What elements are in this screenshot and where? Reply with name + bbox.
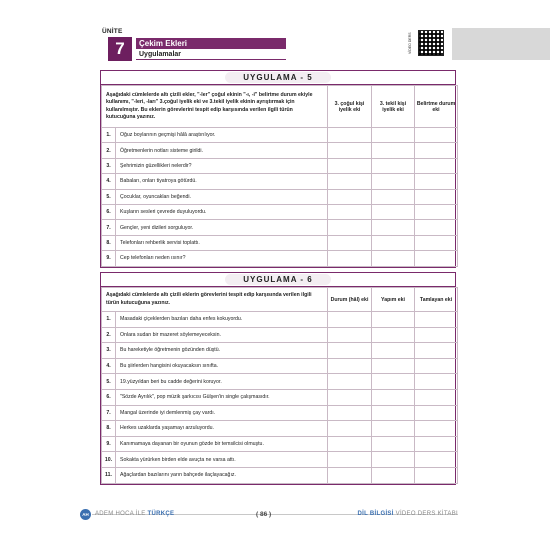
answer-cell[interactable] [372, 220, 415, 235]
column-header: 3. tekil kişi iyelik eki [372, 86, 415, 128]
sentence-text: Ağaçlardan bazılarını yarın bahçede ilaçlayacağız. [116, 467, 328, 483]
column-header: Belirtme durum eki [415, 86, 458, 128]
answer-cell[interactable] [328, 204, 372, 219]
section-title-text: UYGULAMA - 5 [225, 72, 330, 83]
answer-cell[interactable] [328, 421, 372, 437]
table-row [102, 251, 458, 266]
answer-cell[interactable] [328, 251, 372, 266]
answer-cell[interactable] [372, 389, 415, 405]
table-row [102, 327, 458, 343]
sentence-text: Cep telefonları neden ısınır? [116, 251, 328, 266]
answer-cell[interactable] [372, 235, 415, 250]
row-number: 1. [102, 128, 116, 143]
answer-cell[interactable] [415, 204, 458, 219]
table-row [102, 405, 458, 421]
row-number: 8. [102, 421, 116, 437]
sentence-text: 19.yüzyıldan beri bu cadde değerini koruyor. [116, 374, 328, 390]
page-number: ( 86 ) [256, 510, 272, 518]
sentence-text: Mangal üzerinde iyi demlenmiş çay vardı. [116, 405, 328, 421]
answer-cell[interactable] [415, 343, 458, 359]
answer-cell[interactable] [372, 421, 415, 437]
table-row [102, 235, 458, 250]
answer-cell[interactable] [328, 189, 372, 204]
answer-cell[interactable] [328, 143, 372, 158]
answer-cell[interactable] [415, 128, 458, 143]
row-number: 7. [102, 405, 116, 421]
table-row [102, 189, 458, 204]
answer-cell[interactable] [415, 467, 458, 483]
answer-cell[interactable] [372, 251, 415, 266]
answer-cell[interactable] [372, 436, 415, 452]
sentence-text: Bu hareketiyle öğretmenin gözünden düştü. [116, 343, 328, 359]
answer-cell[interactable] [415, 220, 458, 235]
chapter-title: Çekim Ekleri [136, 38, 286, 49]
answer-cell[interactable] [372, 374, 415, 390]
table-row [102, 421, 458, 437]
unit-label: ÜNİTE [102, 28, 123, 35]
answer-cell[interactable] [415, 452, 458, 468]
row-number: 6. [102, 204, 116, 219]
answer-cell[interactable] [372, 128, 415, 143]
sentence-text: Gençler, yeni dizileri sorguluyor. [116, 220, 328, 235]
sentence-text: Bu şiirlerden hangisini okuyacaksın sınıfta. [116, 358, 328, 374]
book-title: DİL BİLGİSİ VİDEO DERS KİTABI [357, 511, 458, 517]
row-number: 4. [102, 174, 116, 189]
column-header: Yapım eki [372, 288, 415, 312]
sentence-text: Oğuz boylarının geçmişi hâlâ araştırılıyor. [116, 128, 328, 143]
answer-cell[interactable] [328, 374, 372, 390]
sentence-text: Öğretmenlerin notları sisteme girildi. [116, 143, 328, 158]
table-row [102, 358, 458, 374]
answer-cell[interactable] [415, 436, 458, 452]
qr-label: VİDEO DERS [408, 32, 412, 54]
answer-cell[interactable] [328, 436, 372, 452]
answer-cell[interactable] [415, 235, 458, 250]
sentence-text: Herkes uzaklarda yaşamayı arzuluyordu. [116, 421, 328, 437]
answer-cell[interactable] [328, 452, 372, 468]
brand-name: ADEM HOCA İLE TÜRKÇE [95, 511, 175, 517]
section-title [101, 273, 455, 287]
row-number: 4. [102, 358, 116, 374]
answer-cell[interactable] [372, 358, 415, 374]
table-row [102, 143, 458, 158]
sentence-text: Kanımamaya dayanan bir oyunun gözde bir temsilcisi olmuştu. [116, 436, 328, 452]
sentence-text: Onlara sudan bir mazeret söylemeyeceksin. [116, 327, 328, 343]
answer-cell[interactable] [415, 251, 458, 266]
row-number: 5. [102, 374, 116, 390]
answer-cell[interactable] [372, 405, 415, 421]
answer-cell[interactable] [328, 158, 372, 173]
row-number: 5. [102, 189, 116, 204]
row-number: 2. [102, 143, 116, 158]
column-header: 3. çoğul kişi iyelik eki [328, 86, 372, 128]
row-number: 1. [102, 312, 116, 328]
row-number: 9. [102, 436, 116, 452]
row-number: 6. [102, 389, 116, 405]
answer-cell[interactable] [372, 143, 415, 158]
row-number: 11. [102, 467, 116, 483]
answer-cell[interactable] [372, 174, 415, 189]
row-number: 8. [102, 235, 116, 250]
sentence-text: Masadaki çiçeklerden bazıları daha enfes kokuyordu. [116, 312, 328, 328]
unit-number: 7 [108, 37, 132, 61]
section-uygulama-6 [100, 272, 456, 485]
answer-cell[interactable] [415, 358, 458, 374]
answer-cell[interactable] [372, 467, 415, 483]
answer-cell[interactable] [328, 389, 372, 405]
sentence-text: Sokakta yürürken birden elde avuçta ne varsa attı. [116, 452, 328, 468]
instruction-text: Aşağıdaki cümlelerde altı çizili ekler, "-ler" çoğul ekinin "-ı, -i" belirtme durum ekiyle kullanımı, "-leri, -ları" 3.çoğul iyelik eki ve 3.tekil iyelik ekinin ayrıştırmak için kullanılmıştır. Bu eklerin görevlerini tespit edip karşısında verilen ilgili türün kutucuğuna yazınız. [102, 86, 328, 128]
section-uygulama-5 [100, 70, 456, 268]
page-footer [80, 508, 460, 520]
table-row [102, 128, 458, 143]
row-number: 2. [102, 327, 116, 343]
answer-cell[interactable] [372, 204, 415, 219]
sentence-text: Çocuklar, oyuncakları beğendi. [116, 189, 328, 204]
answer-cell[interactable] [328, 235, 372, 250]
answer-cell[interactable] [415, 158, 458, 173]
answer-cell[interactable] [415, 312, 458, 328]
sentence-text: Telefonları rehberlik servisi toplattı. [116, 235, 328, 250]
answer-cell[interactable] [328, 327, 372, 343]
table-row [102, 174, 458, 189]
answer-cell[interactable] [372, 327, 415, 343]
answer-cell[interactable] [415, 174, 458, 189]
answer-cell[interactable] [328, 405, 372, 421]
sentence-text: Kuşların sesleri çevrede duyuluyordu. [116, 204, 328, 219]
answer-cell[interactable] [372, 158, 415, 173]
answer-cell[interactable] [372, 452, 415, 468]
exercise-table-6 [101, 287, 458, 484]
table-row [102, 220, 458, 235]
row-number: 7. [102, 220, 116, 235]
answer-cell[interactable] [328, 467, 372, 483]
answer-cell[interactable] [328, 220, 372, 235]
column-header: Tamlayan eki [415, 288, 458, 312]
sentence-text: Babaları, onları tiyatroya götürdü. [116, 174, 328, 189]
table-row [102, 343, 458, 359]
answer-cell[interactable] [415, 374, 458, 390]
answer-cell[interactable] [372, 343, 415, 359]
table-row [102, 374, 458, 390]
brand-logo-icon: AH [80, 509, 91, 520]
row-number: 3. [102, 343, 116, 359]
sentence-text: "Sözde Ayrılık", pop müzik şarkıcısı Gülşen'in single çalışmasıdır. [116, 389, 328, 405]
table-row [102, 312, 458, 328]
chapter-subtitle: Uygulamalar [136, 50, 286, 60]
exercise-table-5 [101, 85, 458, 267]
answer-cell[interactable] [328, 312, 372, 328]
answer-cell[interactable] [372, 312, 415, 328]
table-row [102, 389, 458, 405]
table-row [102, 204, 458, 219]
answer-cell[interactable] [328, 343, 372, 359]
answer-cell[interactable] [415, 143, 458, 158]
page-tab [452, 28, 550, 60]
column-header: Durum (hâl) eki [328, 288, 372, 312]
answer-cell[interactable] [415, 405, 458, 421]
answer-cell[interactable] [328, 174, 372, 189]
section-title-text: UYGULAMA - 6 [225, 274, 330, 285]
answer-cell[interactable] [328, 358, 372, 374]
instruction-text: Aşağıdaki cümlelerde altı çizili eklerin görevlerini tespit edip karşısında verilen ilgili türün kutucuğuna yazınız. [102, 288, 328, 312]
row-number: 3. [102, 158, 116, 173]
row-number: 10. [102, 452, 116, 468]
qr-code-icon[interactable] [418, 30, 444, 56]
row-number: 9. [102, 251, 116, 266]
answer-cell[interactable] [415, 389, 458, 405]
answer-cell[interactable] [372, 189, 415, 204]
table-row [102, 467, 458, 483]
table-row [102, 436, 458, 452]
table-row [102, 158, 458, 173]
section-title [101, 71, 455, 85]
answer-cell[interactable] [415, 421, 458, 437]
answer-cell[interactable] [328, 128, 372, 143]
table-row [102, 452, 458, 468]
sentence-text: Şehrimizin güzellikleri nelerdir? [116, 158, 328, 173]
answer-cell[interactable] [415, 189, 458, 204]
answer-cell[interactable] [415, 327, 458, 343]
